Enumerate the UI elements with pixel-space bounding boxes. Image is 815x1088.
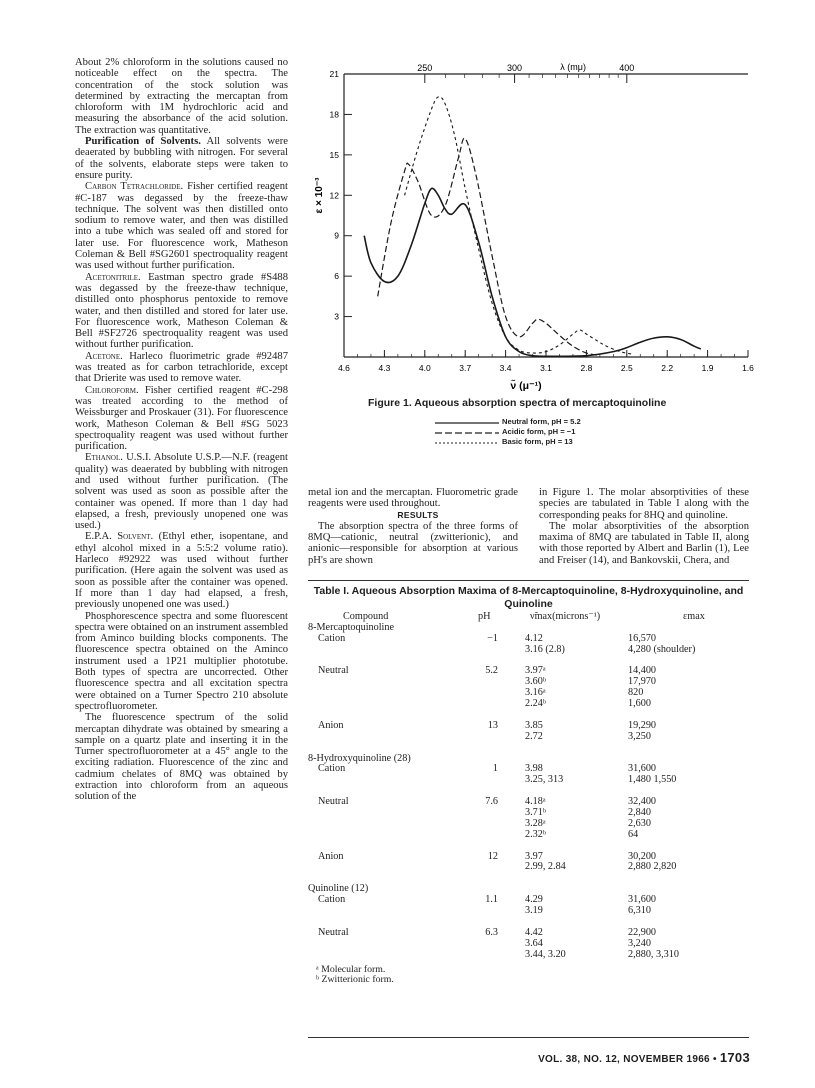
- paragraph: About 2% chloroform in the solutions caused no noticeable effect on the spectra. The concentration of the stock solution was determined by extracting the mercaptan from chloroform with 1M hydrochloric acid and measuring the absorbance of the acid solution. The extraction was quantitative.: [75, 57, 288, 136]
- legend-label: Basic form, pH = 13: [502, 437, 573, 446]
- top-tick-label: 250: [417, 63, 433, 73]
- table-cell-wavenumber: 3.16ᵃ: [525, 687, 546, 699]
- table-cell-absorptivity: 16,570: [628, 632, 657, 644]
- run-in-heading: E.P.A. Solvent.: [85, 531, 154, 543]
- left-column: [75, 57, 288, 803]
- table-cell-compound: Cation: [318, 894, 346, 906]
- y-tick-label: 18: [329, 109, 339, 120]
- run-in-heading: Ethanol.: [85, 452, 123, 464]
- table-footnote: ᵃ Molecular form.: [316, 963, 386, 975]
- table-cell-absorptivity: 820: [628, 687, 644, 699]
- x-axis-label: ν̃ (μ⁻¹): [510, 380, 542, 392]
- table-footnote: ᵇ Zwitterionic form.: [316, 974, 394, 986]
- table-cell-absorptivity: 4,280 (shoulder): [628, 643, 696, 655]
- table-cell-compound: Quinoline (12): [308, 883, 369, 895]
- table-cell-compound: Neutral: [318, 796, 349, 808]
- table-cell-wavenumber: 2.24ᵇ: [525, 698, 546, 710]
- chart-ticks: [330, 63, 755, 373]
- section-heading-results: RESULTS: [397, 509, 439, 520]
- table-top-rule: [308, 580, 749, 581]
- paragraph: The absorption spectra of the three forms of 8MQ—cationic, neutral (zwitterionic), and anionic—responsible for absorption at various pH's are shown: [308, 520, 518, 566]
- table-cell-wavenumber: 4.42: [525, 926, 543, 938]
- legend-label: Acidic form, pH = −1: [502, 427, 576, 436]
- section-heading: Purification of Solvents.: [85, 136, 201, 148]
- table-cell-wavenumber: 4.12: [525, 632, 543, 644]
- table-row: [308, 906, 749, 917]
- table-cell-compound: Neutral: [318, 926, 349, 938]
- table-cell-compound: Cation: [318, 632, 346, 644]
- table-cell-compound: Anion: [318, 850, 344, 862]
- x-tick-label: 1.6: [742, 363, 754, 373]
- series-line-solid: [364, 188, 701, 356]
- legend-solid-line: [435, 418, 499, 427]
- legend-item: [435, 417, 655, 427]
- table-cell-absorptivity: 19,290: [628, 719, 657, 731]
- x-tick-label: 2.8: [580, 363, 593, 373]
- x-tick-label: 4.3: [378, 363, 391, 373]
- table-row: [308, 830, 749, 841]
- top-tick-label: 300: [507, 63, 523, 73]
- table-cell-wavenumber: 3.16 (2.8): [525, 643, 565, 655]
- paragraph: metal ion and the mercaptan. Fluorometric grade reagents were used throughout.: [308, 487, 518, 510]
- table-cell-absorptivity: 1,600: [628, 698, 651, 710]
- table-header: ν̃max(microns⁻¹): [530, 611, 601, 622]
- table-cell-absorptivity: 3,250: [628, 730, 651, 742]
- table-cell-wavenumber: 3.64: [525, 937, 543, 949]
- run-in-heading: Carbon Tetrachloride.: [85, 181, 184, 193]
- table-cell-wavenumber: 3.97: [525, 850, 543, 862]
- paragraph: [75, 181, 288, 271]
- table-row: [308, 841, 749, 852]
- x-tick-label: 4.6: [338, 363, 350, 373]
- top-tick-label: 400: [619, 63, 635, 73]
- table-row: [308, 939, 749, 950]
- legend-label: Neutral form, pH = 5.2: [502, 417, 581, 426]
- run-in-heading: Acetone.: [85, 350, 123, 362]
- y-axis-label: ε × 10⁻³: [314, 177, 325, 214]
- y-tick-label: 21: [329, 69, 339, 79]
- table-cell-wavenumber: 3.85: [525, 719, 543, 731]
- table-cell-absorptivity: 17,970: [628, 676, 657, 688]
- paragraph: [75, 452, 288, 531]
- page-footer: [520, 1050, 750, 1065]
- paragraph-text: (Ethyl ether, isopentane, and ethyl alcohol mixed in a 5:5:2 volume ratio). Harleco #92922 was used without further purification. (Here again the solvent was used as soon as possible after the container was opened. If more than 1 day had elapsed, a fresh, previously unopened one was used.): [75, 531, 289, 611]
- table-cell-ph: 5.2: [485, 665, 498, 677]
- table-cell-absorptivity: 6,310: [628, 905, 651, 917]
- table-header: εmax: [683, 611, 705, 622]
- x-tick-label: 3.7: [459, 363, 472, 373]
- table-cell-compound: Cation: [318, 763, 346, 775]
- table-cell-absorptivity: 3,240: [628, 937, 651, 949]
- data-table: [308, 612, 749, 986]
- table-row: [308, 862, 749, 873]
- table-row: [308, 775, 749, 786]
- paragraph-text: Harleco fluorimetric grade #92487 was treated as for carbon tetrachloride, except that Drierite was used to remove water.: [75, 350, 288, 385]
- table-cell-ph: 1.1: [485, 894, 498, 906]
- table-bottom-rule: [308, 1037, 749, 1038]
- y-tick-label: 15: [329, 149, 339, 160]
- run-in-heading: Chloroform.: [85, 384, 139, 396]
- table-cell-compound: Neutral: [318, 665, 349, 677]
- table-cell-absorptivity: 31,600: [628, 894, 657, 906]
- legend-dash-line: [435, 428, 499, 437]
- table-cell-absorptivity: 2,880 2,820: [628, 861, 677, 873]
- figure-caption: Figure 1. Aqueous absorption spectra of mercaptoquinoline: [368, 397, 667, 409]
- table-cell-compound: 8-Mercaptoquinoline: [308, 621, 395, 633]
- legend-dot-line: [435, 438, 499, 447]
- x-tick-label: 3.4: [499, 363, 512, 373]
- x-tick-label: 3.1: [540, 363, 552, 373]
- table-cell-absorptivity: 22,900: [628, 926, 657, 938]
- table-cell-absorptivity: 31,600: [628, 763, 657, 775]
- table-cell-absorptivity: 14,400: [628, 665, 657, 677]
- table-row: [308, 645, 749, 656]
- paragraph-text: Eastman spectro grade #S488 was degassed by the freeze-thaw technique, distilled onto phosphorus pentoxide to remove water, and then distilled and stored for later use. For fluorescence work, Matheson Coleman & Bell #SF2726 spectroquality reagent was used without further purification.: [75, 271, 288, 351]
- table-cell-ph: 1: [492, 763, 498, 775]
- x-tick-label: 2.2: [661, 363, 674, 373]
- journal-info: VOL. 38, NO. 12, NOVEMBER 1966 •: [538, 1054, 720, 1065]
- top-axis-label: λ (mμ): [560, 62, 586, 72]
- table-header: pH: [478, 611, 491, 622]
- x-tick-label: 2.5: [620, 363, 633, 373]
- table-row: [308, 732, 749, 743]
- table-cell-wavenumber: 3.98: [525, 763, 543, 775]
- table-cell-ph: 12: [487, 850, 498, 862]
- page-number: 1703: [719, 1050, 750, 1065]
- x-tick-label: 4.0: [418, 363, 431, 373]
- paragraph: [75, 351, 288, 385]
- table-cell-ph: −1: [487, 632, 498, 644]
- table-title: Table I. Aqueous Absorption Maxima of 8-Mercaptoquinoline, 8-Hydroxyquinoline, and Quinoline: [313, 585, 744, 610]
- legend-item: [435, 427, 655, 437]
- paragraph: [75, 272, 288, 351]
- table-header: Compound: [343, 611, 389, 622]
- table-cell-wavenumber: 3.19: [525, 905, 543, 917]
- table-cell-wavenumber: 3.60ᵇ: [525, 676, 546, 688]
- chart-axes: [314, 62, 748, 392]
- table-cell-absorptivity: 32,400: [628, 796, 657, 808]
- table-cell-absorptivity: 30,200: [628, 850, 657, 862]
- table-cell-wavenumber: 3.25, 313: [525, 774, 564, 786]
- legend-item: [435, 437, 655, 447]
- chart-legend: [435, 417, 655, 447]
- paragraph: [75, 531, 288, 610]
- paragraph-text: Fisher certified reagent #C-298 was treated according to the method of Weissburger and Proskauer (31). For fluorescence work, Matheson Coleman & Bell #SG 5023 spectroquality reagent was used without further purification.: [75, 384, 288, 453]
- y-tick-label: 3: [334, 311, 339, 322]
- series-line-dot: [405, 97, 634, 355]
- paragraph-text: All solvents were deaerated by bubbling with nitrogen. For several of the solvents, elaborate steps were taken to ensure purity.: [75, 136, 288, 181]
- table-cell-wavenumber: 2.99, 2.84: [525, 861, 566, 873]
- paragraph: [75, 136, 288, 181]
- paragraph-text: U.S.I. Absolute U.S.P.—N.F. (reagent quality) was deaerated by bubbling with nitrogen and used without further purification. (The solvent was used as soon as possible after the container was opened. If more than 1 day had elapsed, a fresh, previously unopened one was used.): [75, 452, 288, 532]
- table-cell-compound: 8-Hydroxyquinoline (28): [308, 752, 411, 764]
- chart-curves: [364, 97, 701, 357]
- y-tick-label: 9: [334, 230, 339, 241]
- table-cell-absorptivity: 1,480 1,550: [628, 774, 677, 786]
- table-cell-wavenumber: 4.29: [525, 894, 543, 906]
- table-cell-wavenumber: 3.44, 3.20: [525, 948, 566, 960]
- table-cell-wavenumber: 3.97ᵃ: [525, 665, 546, 677]
- table-row: [308, 699, 749, 710]
- run-in-heading: Acetonitrile.: [85, 271, 141, 283]
- y-tick-label: 12: [329, 190, 339, 201]
- table-cell-wavenumber: 3.28ᵃ: [525, 817, 546, 829]
- table-cell-absorptivity: 64: [628, 828, 639, 840]
- paragraph-text: Fisher certified reagent #C-187 was degassed by the freeze-thaw technique. The solvent was then distilled onto sodium to remove water, and then was distilled into a tube which was sealed off and stored for later use. For fluorescence work, Matheson Coleman & Bell #SG2601 spectroquality reagent was used without further purification.: [75, 181, 289, 272]
- x-tick-label: 1.9: [701, 363, 714, 373]
- table-cell-absorptivity: 2,630: [628, 817, 651, 829]
- table-cell-wavenumber: 2.32ᵇ: [525, 828, 546, 840]
- paragraph: The fluorescence spectrum of the solid mercaptan dihydrate was obtained by smearing a sample on a quartz plate and inserting it in the Turner spectrofluorometer at a 45° angle to the exciting radiation. Fluorescence of the zinc and cadmium chelates of 8MQ was obtained by extraction into chloroform from an aqueous solution of the: [75, 712, 288, 803]
- table-cell-absorptivity: 2,880, 3,310: [628, 948, 679, 960]
- table-cell-ph: 6.3: [485, 926, 498, 938]
- table-cell-ph: 13: [487, 719, 498, 731]
- middle-column: [308, 487, 518, 566]
- paragraph: [75, 385, 288, 453]
- table-row: [308, 873, 749, 884]
- paragraph: Phosphorescence spectra and some fluorescent spectra were obtained on an instrument assembled from Aminco building blocks components. The fluorescence spectra obtained on the Aminco instrument used a 1P21 multiplier phototube. Both types of spectra are uncorrected. Other fluorescence spectra and all excitation spectra were obtained on a Turner Spectro 210 absolute spectrofluorometer.: [75, 610, 288, 712]
- table-cell-wavenumber: 2.72: [525, 730, 543, 742]
- y-tick-label: 6: [334, 271, 339, 282]
- table-cell-wavenumber: 3.71ᵇ: [525, 807, 546, 819]
- paragraph: The molar absorptivities of the absorption maxima of 8MQ are tabulated in Table II, along with those reported by Albert and Barlin (1), Lee and Freiser (14), and Bankovskii, Chera, and: [539, 520, 749, 566]
- paragraph: in Figure 1. The molar absorptivities of these species are tabulated in Table I along with the corresponding peaks for 8HQ and quinoline.: [539, 487, 749, 521]
- table-cell-absorptivity: 2,840: [628, 807, 651, 819]
- table-row: [308, 743, 749, 754]
- right-column: [539, 487, 749, 566]
- table-cell-compound: Anion: [318, 719, 344, 731]
- table-cell-wavenumber: 4.18ᵃ: [525, 796, 546, 808]
- table-cell-ph: 7.6: [485, 796, 498, 808]
- table-row: [308, 950, 749, 961]
- table-rows: [308, 623, 749, 961]
